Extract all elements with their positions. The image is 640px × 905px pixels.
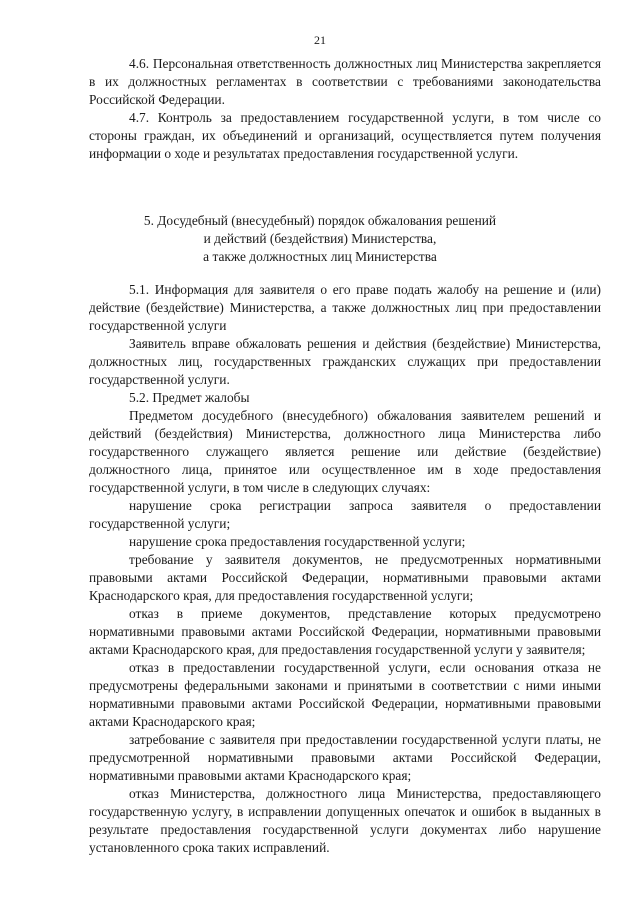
list-item: нарушение срока регистрации запроса заявителя о предоставлении государственной услуги; [89,498,601,531]
heading-line: и действий (бездействия) Министерства, [203,231,437,246]
list-item: затребование с заявителя при предоставлении государственной услуги платы, не предусмотренной нормативными правовыми актами Российской Федерации, нормативными правовыми актами Краснодарского края; [89,732,601,783]
list-item: отказ в приеме документов, представление которых предусмотрено нормативными правовыми актами Российской Федерации, нормативными правовыми актами Краснодарского края, для предоставления государственной услуги у заявителя; [89,606,601,657]
top-section [89,55,601,163]
section-heading [0,212,640,266]
paragraph-4-7: 4.7. Контроль за предоставлением государственной услуги, в том числе со стороны граждан, их объединений и организаций, осуществляется путем получения информации о ходе и результатах предоставления государственной услуги. [89,110,601,161]
list-item: отказ в предоставлении государственной услуги, если основания отказа не предусмотрены федеральными законами и принятыми в соответствии с ними иными нормативными правовыми актами Российской Федерации, нормативными правовыми актами Краснодарского края; [89,660,601,729]
section-body [89,281,601,857]
paragraph-4-6: 4.6. Персональная ответственность должностных лиц Министерства закрепляется в их должностных регламентах в соответствии с требованиями законодательства Российской Федерации. [89,56,601,107]
list-item: требование у заявителя документов, не предусмотренных нормативными правовыми актами Российской Федерации, нормативными правовыми актами Краснодарского края, для предоставления государственной услуги; [89,552,601,603]
paragraph-5-1: 5.1. Информация для заявителя о его праве подать жалобу на решение и (или) действие (бездействие) Министерства, а также должностных лиц при предоставлении государственной услуги [89,282,601,333]
heading-line: 5. Досудебный (внесудебный) порядок обжалования решений [143,213,497,228]
page-number: 21 [314,33,326,47]
paragraph: Заявитель вправе обжаловать решения и действия (бездействие) Министерства, должностных лиц, государственных гражданских служащих при предоставлении государственной услуги. [89,336,601,387]
heading-line: а также должностных лиц Министерства [203,249,437,264]
list-item: нарушение срока предоставления государственной услуги; [129,534,466,549]
list-item: отказ Министерства, должностного лица Министерства, предоставляющего государственную услугу, в исправлении допущенных опечаток и ошибок в выданных в результате предоставления государственной услуги документах либо нарушение установленного срока таких исправлений. [89,786,601,855]
paragraph: Предметом досудебного (внесудебного) обжалования заявителем решений и действий (бездействия) Министерства, должностного лица Министерства либо государственного служащего является решение или действие (бездействие) должностного лица, принятое или осуществленное им в ходе предоставления государственной услуги, в том числе в следующих случаях: [89,408,601,495]
paragraph-5-2-title: 5.2. Предмет жалобы [129,390,250,405]
